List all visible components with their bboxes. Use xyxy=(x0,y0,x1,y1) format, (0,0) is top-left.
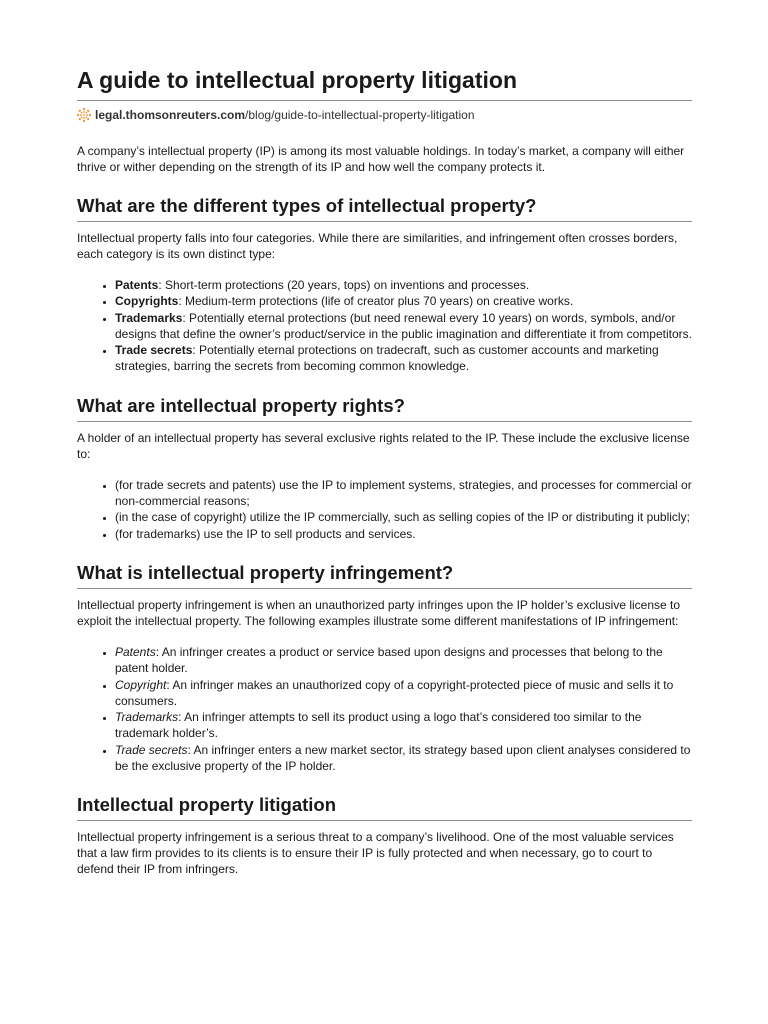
list-item-term: Patents xyxy=(115,278,159,292)
section-heading: What is intellectual property infringement? xyxy=(77,560,692,589)
list-item-text: : An infringer attempts to sell its product using a logo that’s considered too similar to the trademark holder’s. xyxy=(115,710,642,741)
list-item: • (for trademarks) use the IP to sell products and services. xyxy=(115,526,692,542)
list-item-text: : An infringer enters a new market sector, its strategy based upon client analyses considered to be the exclusive property of the IP holder. xyxy=(115,742,691,774)
list-item-term: Trade secrets xyxy=(115,343,193,358)
list-item-term: Trade secrets xyxy=(115,742,188,757)
source-domain: legal.thomsonreuters.com xyxy=(95,108,246,122)
list-item-term: Copyrights xyxy=(115,294,179,309)
section-paragraph: A holder of an intellectual property has several exclusive rights related to the IP. These include the exclusive license to: xyxy=(77,430,690,461)
bullet-list xyxy=(77,644,692,774)
list-item xyxy=(115,293,692,309)
bullet-list xyxy=(77,277,692,375)
source-url[interactable] xyxy=(77,105,692,125)
list-item-text: : Medium-term protections (life of creator plus 70 years) on creative works. xyxy=(178,294,574,309)
section-ip-litigation xyxy=(77,792,692,877)
section-ip-infringement xyxy=(77,560,692,774)
section-paragraph: Intellectual property infringement is when an unauthorized party infringes upon the IP holder’s exclusive license to exploit the intellectual property. The following examples illustrate some different manifestations of IP infringement: xyxy=(77,597,681,628)
list-item xyxy=(115,310,692,343)
list-item: • (for trade secrets and patents) use the IP to implement systems, strategies, and processes for commercial or non-commercial reasons; xyxy=(115,477,692,510)
section-ip-rights xyxy=(77,393,692,542)
section-paragraph: Intellectual property falls into four categories. While there are similarities, and infringement often crosses borders, each category is its own distinct type: xyxy=(77,231,678,261)
source-path: /blog/guide-to-intellectual-property-litigation xyxy=(245,108,475,122)
list-item-text: : Short-term protections (20 years, tops) on inventions and processes. xyxy=(158,278,530,292)
list-item xyxy=(115,709,692,742)
article xyxy=(77,64,692,877)
list-item xyxy=(115,677,692,710)
list-item-text: : An infringer makes an unauthorized copy of a copyright-protected piece of music and sells it to consumers. xyxy=(115,677,674,708)
section-ip-types xyxy=(77,193,692,375)
list-item-term: Trademarks xyxy=(115,310,183,325)
bullet-list xyxy=(77,477,692,542)
list-item xyxy=(115,742,692,775)
section-heading: What are the different types of intellectual property? xyxy=(77,193,692,222)
list-item-text: : Potentially eternal protections (but need renewal every 10 years) on words, symbols, and/or designs that define the owner’s product/service in the public imagination and differentiate it from competitors. xyxy=(115,310,692,341)
list-item-text: : Potentially eternal protections on tradecraft, such as customer accounts and marketing strategies, barring the secrets from becoming common knowledge. xyxy=(115,343,659,374)
page-title: A guide to intellectual property litigation xyxy=(77,64,692,101)
section-heading: What are intellectual property rights? xyxy=(77,393,692,422)
list-item xyxy=(115,644,692,677)
list-item-term: Copyright xyxy=(115,677,167,692)
thomson-reuters-logo-icon xyxy=(76,107,92,123)
list-item xyxy=(115,277,692,293)
section-paragraph: Intellectual property infringement is a serious threat to a company’s livelihood. One of the most valuable services that a law firm provides to its clients is to ensure their IP is fully protected and when necessary, go to court to defend their IP from infringers. xyxy=(77,830,674,877)
intro-paragraph: A company’s intellectual property (IP) is among its most valuable holdings. In today’s market, a company will either thrive or wither depending on the strength of its IP and how well the company protects it. xyxy=(77,144,685,174)
list-item-text: : An infringer creates a product or service based upon designs and processes that belong to the patent holder. xyxy=(115,644,663,676)
list-item-term: Trademarks xyxy=(115,710,179,725)
list-item xyxy=(115,342,692,375)
section-heading: Intellectual property litigation xyxy=(77,792,692,821)
list-item: • (in the case of copyright) utilize the IP commercially, such as selling copies of the IP or distributing it publicly; xyxy=(115,509,692,525)
list-item-term: Patents xyxy=(115,644,156,659)
